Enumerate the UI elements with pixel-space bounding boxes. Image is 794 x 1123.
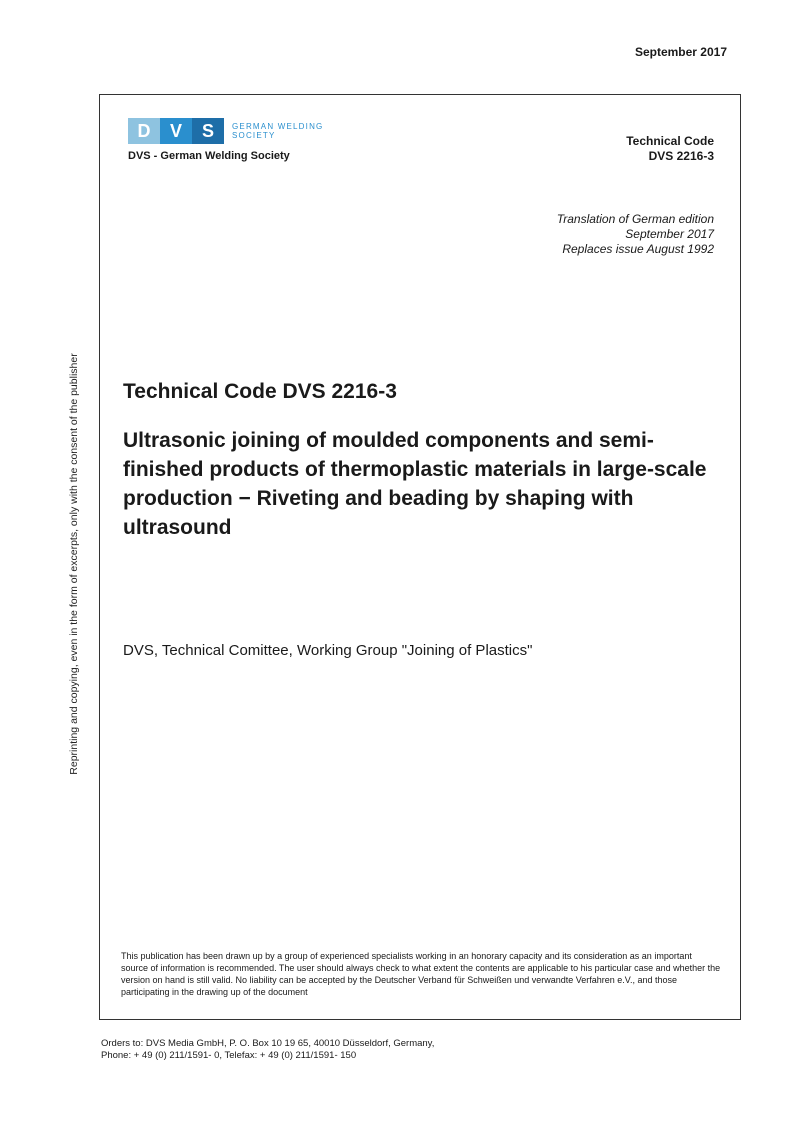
technical-code-header [626,134,714,164]
reprint-notice: Reprinting and copying, even in the form of excerpts, only with the consent of the publisher [68,353,80,775]
logo-letter-d: D [128,118,160,144]
edition-replaces: Replaces issue August 1992 [562,242,714,256]
logo-line-1: GERMAN WELDING [232,122,324,131]
document-code-title: Technical Code DVS 2216-3 [123,380,397,403]
edition-info [557,212,714,257]
technical-code-number: DVS 2216-3 [648,149,714,163]
document-title: Ultrasonic joining of moulded components and semi-finished products of thermoplastic materials in large-scale production − Riveting and beading by shaping with ultrasound [123,429,707,539]
edition-translation: Translation of German edition [556,212,714,226]
logo-line-2: SOCIETY [232,131,276,140]
dvs-logo-mark [128,118,224,144]
disclaimer-text: This publication has been drawn up by a group of experienced specialists working in an honorary capacity and its consideration as an important source of information is recommended. The user should always check to what extent the contents are applicable to his particular case and whether the version on hand is still valid. No liability can be accepted by the Deutscher Verband für Schweißen und verwandte Verfahren e.V., and those participating in the drawing up of the document [121,951,721,997]
logo-wordmark [232,122,323,140]
dvs-logo [128,118,323,162]
committee-line: DVS, Technical Comittee, Working Group "Joining of Plastics" [123,642,533,659]
logo-letter-s: S [192,118,224,144]
logo-letter-v: V [160,118,192,144]
technical-code-label: Technical Code [626,134,714,148]
orders-phone: Phone: + 49 (0) 211/1591- 0, Telefax: + 49 (0) 211/1591- 150 [101,1050,357,1061]
publication-date: September 2017 [634,45,727,59]
edition-date: September 2017 [625,227,714,241]
orders-address: Orders to: DVS Media GmbH, P. O. Box 10 19 65, 40010 Düsseldorf, Germany, [101,1038,435,1049]
society-name: DVS - German Welding Society [128,150,290,162]
orders-info [101,1038,434,1062]
